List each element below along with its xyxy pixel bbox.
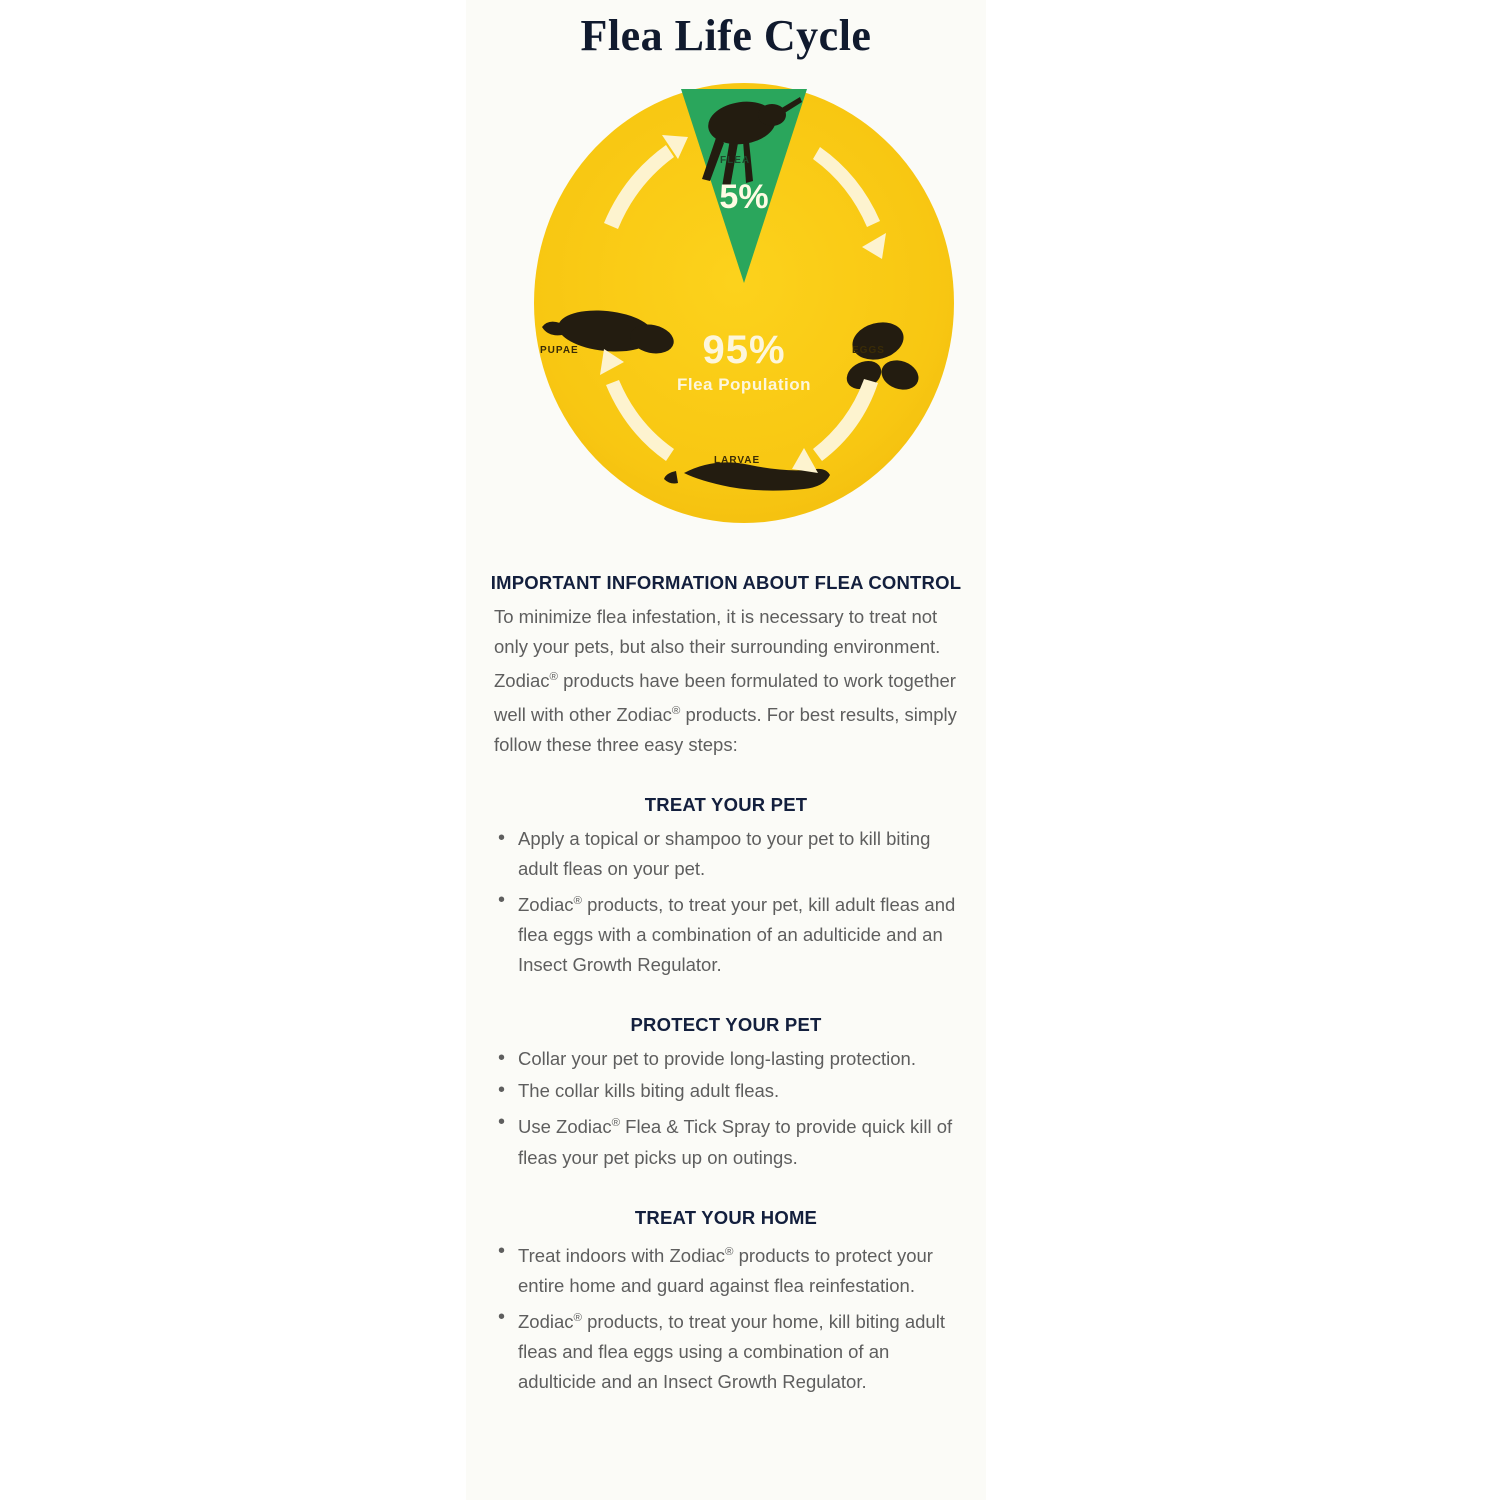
- flea-wedge-percent: 5%: [719, 178, 769, 216]
- list-item: • Use Zodiac® Flea & Tick Spray to provide quick kill of fleas your pet picks up on outings.: [496, 1108, 964, 1172]
- population-percent: 95%: [702, 328, 786, 372]
- important-info-paragraph: To minimize flea infestation, it is necessary to treat not only your pets, but also their surrounding environment. Zodiac® products have been formulated to work together well with other Zodiac® products. For best results, simply follow these three easy steps:: [494, 606, 957, 756]
- important-info-heading: IMPORTANT INFORMATION ABOUT FLEA CONTROL: [490, 572, 962, 593]
- population-sublabel: Flea Population: [676, 375, 812, 394]
- treat-your-home-section: [478, 1207, 974, 1397]
- treat-your-home-list: [478, 1237, 974, 1397]
- protect-your-pet-heading: PROTECT YOUR PET: [630, 1014, 822, 1036]
- label-panel: [466, 0, 986, 1500]
- instructions-content: [478, 572, 974, 1399]
- treat-your-home-heading: TREAT YOUR HOME: [634, 1206, 818, 1228]
- list-item: • Collar your pet to provide long-lasting protection.: [496, 1044, 964, 1074]
- list-item: • Zodiac® products, to treat your pet, kill adult fleas and flea eggs with a combination of an adulticide and an Insect Growth Regulator.: [496, 886, 964, 980]
- treat-your-pet-heading: TREAT YOUR PET: [644, 794, 808, 816]
- protect-your-pet-section: [478, 1014, 974, 1172]
- list-item: • Apply a topical or shampoo to your pet to kill biting adult fleas on your pet.: [496, 824, 964, 884]
- stage-label-larvae: LARVAE: [714, 455, 761, 466]
- stage-label-flea: FLEA: [720, 155, 751, 166]
- stage-label-eggs: EGGS: [852, 345, 885, 356]
- important-info-section: [478, 572, 974, 760]
- life-cycle-wheel: [534, 83, 954, 523]
- list-item: • Treat indoors with Zodiac® products to protect your entire home and guard against flea reinfestation.: [496, 1237, 964, 1301]
- page-title: Flea Life Cycle: [580, 11, 872, 60]
- stage-label-pupae: PUPAE: [540, 345, 579, 356]
- flea-life-cycle-diagram: [504, 78, 944, 538]
- list-item: • The collar kills biting adult fleas.: [496, 1076, 964, 1106]
- treat-your-pet-section: [478, 794, 974, 980]
- list-item: • Zodiac® products, to treat your home, kill biting adult fleas and flea eggs using a combination of an adulticide and an Insect Growth Regulator.: [496, 1303, 964, 1397]
- protect-your-pet-list: [478, 1044, 974, 1172]
- treat-your-pet-list: [478, 824, 974, 980]
